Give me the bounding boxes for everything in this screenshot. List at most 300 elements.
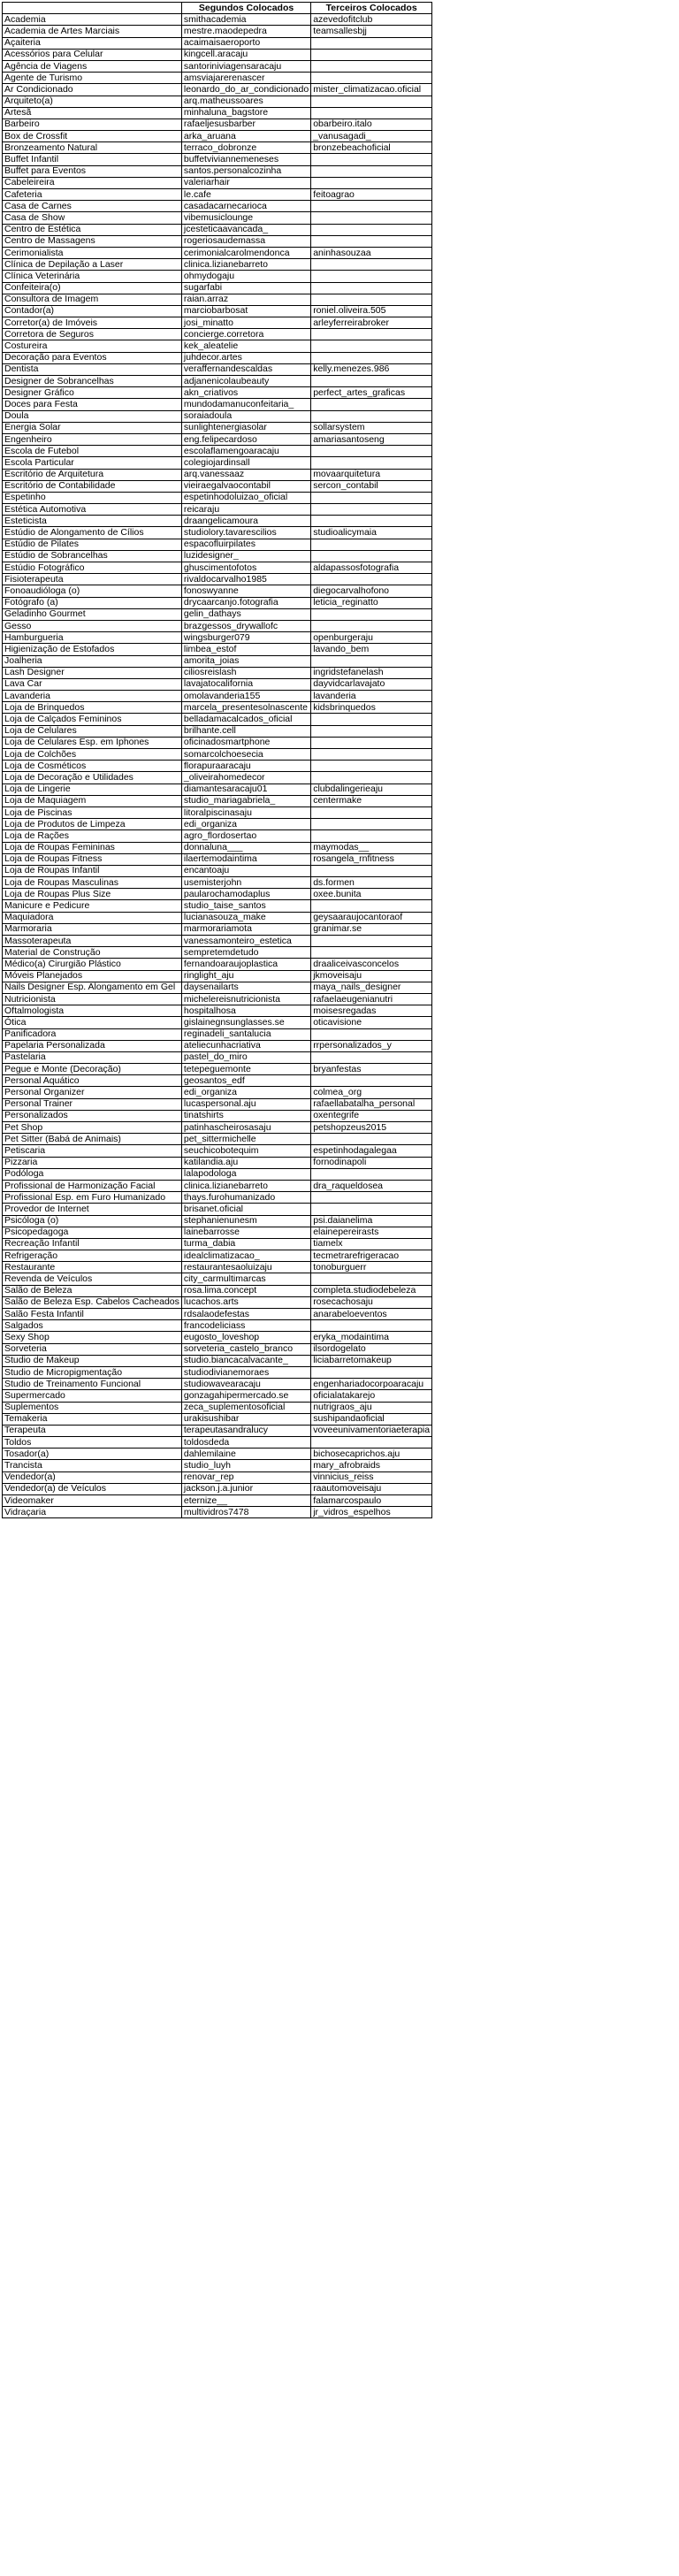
header-category: [3, 3, 182, 14]
second-place-cell: encantoaju: [181, 865, 310, 876]
category-cell: Bronzeamento Natural: [3, 142, 182, 154]
third-place-cell: [311, 1273, 432, 1285]
table-row: [3, 819, 432, 830]
third-place-cell: [311, 37, 432, 49]
category-cell: Decoração para Eventos: [3, 352, 182, 363]
table-row: [3, 317, 432, 329]
table-row: [3, 73, 432, 84]
third-place-cell: [311, 504, 432, 516]
table-row: [3, 399, 432, 410]
second-place-cell: sugarfabi: [181, 282, 310, 294]
category-cell: Doula: [3, 410, 182, 422]
second-place-cell: gislainegnsunglasses.se: [181, 1017, 310, 1028]
table-row: [3, 772, 432, 784]
third-place-cell: rafaelaeugenianutri: [311, 993, 432, 1005]
third-place-cell: [311, 655, 432, 667]
table-row: [3, 189, 432, 201]
table-row: [3, 504, 432, 516]
category-cell: Designer de Sobrancelhas: [3, 376, 182, 387]
table-row: [3, 562, 432, 574]
second-place-cell: studio_taise_santos: [181, 900, 310, 912]
category-cell: Casa de Show: [3, 212, 182, 224]
second-place-cell: kingcell.aracaju: [181, 49, 310, 60]
category-cell: Loja de Roupas Plus Size: [3, 889, 182, 900]
third-place-cell: raautomoveisaju: [311, 1483, 432, 1494]
second-place-cell: drycaarcanjo.fotografia: [181, 597, 310, 608]
table-row: [3, 259, 432, 271]
table-row: [3, 923, 432, 935]
table-row: [3, 667, 432, 678]
table-row: [3, 410, 432, 422]
table-row: [3, 691, 432, 702]
table-row: [3, 795, 432, 806]
table-row: [3, 352, 432, 363]
second-place-cell: acaimaisaeroporto: [181, 37, 310, 49]
third-place-cell: ingridstefanelash: [311, 667, 432, 678]
table-row: [3, 1320, 432, 1332]
third-place-cell: [311, 177, 432, 188]
second-place-cell: juhdecor.artes: [181, 352, 310, 363]
second-place-cell: stephanienunesm: [181, 1215, 310, 1227]
category-cell: Salão de Beleza Esp. Cabelos Cacheados: [3, 1296, 182, 1308]
third-place-cell: studioalicymaia: [311, 527, 432, 539]
category-cell: Loja de Piscinas: [3, 806, 182, 818]
category-cell: Designer Gráfico: [3, 387, 182, 399]
second-place-cell: sorveteria_castelo_branco: [181, 1343, 310, 1355]
third-place-cell: draaliceivasconcelos: [311, 959, 432, 970]
category-cell: Videomaker: [3, 1495, 182, 1507]
category-cell: Lavanderia: [3, 691, 182, 702]
table-row: [3, 212, 432, 224]
table-row: [3, 877, 432, 889]
table-row: [3, 224, 432, 235]
second-place-cell: santos.personalcozinha: [181, 165, 310, 177]
category-cell: Cabeleireira: [3, 177, 182, 188]
category-cell: Massoterapeuta: [3, 936, 182, 947]
category-cell: Dentista: [3, 363, 182, 375]
second-place-cell: usemisterjohn: [181, 877, 310, 889]
table-row: [3, 60, 432, 72]
second-place-cell: brazgessos_drywallofc: [181, 620, 310, 631]
third-place-cell: [311, 154, 432, 165]
third-place-cell: diegocarvalhofono: [311, 585, 432, 597]
third-place-cell: voveeunivamentoriaeterapia: [311, 1425, 432, 1436]
second-place-cell: studio.biancacalvacante_: [181, 1355, 310, 1366]
third-place-cell: [311, 1075, 432, 1087]
category-cell: Salão de Beleza: [3, 1285, 182, 1296]
table-row: [3, 1296, 432, 1308]
second-place-cell: thays.furohumanizado: [181, 1192, 310, 1204]
third-place-cell: [311, 165, 432, 177]
third-place-cell: [311, 806, 432, 818]
table-row: [3, 1204, 432, 1215]
category-cell: Loja de Colchões: [3, 749, 182, 761]
category-cell: Toldos: [3, 1437, 182, 1449]
third-place-cell: rafaellabatalha_personal: [311, 1098, 432, 1110]
table-row: [3, 702, 432, 714]
third-place-cell: rosangela_rnfitness: [311, 853, 432, 865]
category-cell: Podóloga: [3, 1168, 182, 1180]
second-place-cell: casadacarnecarioca: [181, 201, 310, 212]
third-place-cell: [311, 294, 432, 305]
third-place-cell: eryka_modaintima: [311, 1332, 432, 1343]
table-row: [3, 550, 432, 562]
category-cell: Loja de Decoração e Utilidades: [3, 772, 182, 784]
second-place-cell: pastel_do_miro: [181, 1051, 310, 1063]
table-row: [3, 26, 432, 37]
category-cell: Loja de Rações: [3, 830, 182, 842]
third-place-cell: [311, 340, 432, 352]
table-row: [3, 492, 432, 503]
header-third-place: Terceiros Colocados: [311, 3, 432, 14]
category-cell: Personal Aquático: [3, 1075, 182, 1087]
table-row: [3, 982, 432, 993]
second-place-cell: eternize__: [181, 1495, 310, 1507]
category-cell: Fisioterapeuta: [3, 574, 182, 585]
table-row: [3, 1134, 432, 1145]
table-row: [3, 457, 432, 469]
table-row: [3, 1437, 432, 1449]
third-place-cell: [311, 608, 432, 620]
third-place-cell: [311, 73, 432, 84]
category-cell: Psicopedagoga: [3, 1227, 182, 1238]
second-place-cell: patinhascheirosasaju: [181, 1122, 310, 1134]
second-place-cell: cerimonialcarolmendonca: [181, 247, 310, 258]
table-row: [3, 469, 432, 480]
category-cell: Vendedor(a) de Veículos: [3, 1483, 182, 1494]
table-row: [3, 853, 432, 865]
category-cell: Buffet para Eventos: [3, 165, 182, 177]
third-place-cell: [311, 737, 432, 748]
category-cell: Esteticista: [3, 516, 182, 527]
third-place-cell: _vanusagadi_: [311, 131, 432, 142]
third-place-cell: [311, 550, 432, 562]
third-place-cell: [311, 259, 432, 271]
table-row: [3, 1250, 432, 1262]
second-place-cell: florapuraaracaju: [181, 761, 310, 772]
table-row: [3, 154, 432, 165]
second-place-cell: hospitalhosa: [181, 1005, 310, 1017]
table-row: [3, 480, 432, 492]
third-place-cell: clubdalingerieaju: [311, 784, 432, 795]
third-place-cell: [311, 819, 432, 830]
third-place-cell: arleyferreirabroker: [311, 317, 432, 329]
category-cell: Estética Automotiva: [3, 504, 182, 516]
table-row: [3, 329, 432, 340]
category-cell: Tosador(a): [3, 1449, 182, 1460]
second-place-cell: vibemusiclounge: [181, 212, 310, 224]
table-row: [3, 1051, 432, 1063]
table-row: [3, 516, 432, 527]
category-cell: Sexy Shop: [3, 1332, 182, 1343]
category-cell: Loja de Roupas Fitness: [3, 853, 182, 865]
second-place-cell: clinica.lizianebarreto: [181, 1180, 310, 1191]
second-place-cell: litoralpiscinasaju: [181, 806, 310, 818]
category-cell: Pizzaria: [3, 1157, 182, 1168]
table-row: [3, 1168, 432, 1180]
third-place-cell: aninhasouzaa: [311, 247, 432, 258]
table-row: [3, 889, 432, 900]
third-place-cell: lavanderia: [311, 691, 432, 702]
second-place-cell: gelin_dathays: [181, 608, 310, 620]
second-place-cell: toldosdeda: [181, 1437, 310, 1449]
third-place-cell: lavando_bem: [311, 644, 432, 655]
second-place-cell: seuchicobotequim: [181, 1145, 310, 1157]
second-place-cell: luzidesigner_: [181, 550, 310, 562]
category-cell: Supermercado: [3, 1390, 182, 1402]
second-place-cell: jcesteticaavancada_: [181, 224, 310, 235]
category-cell: Loja de Cosméticos: [3, 761, 182, 772]
second-place-cell: marciobarbosat: [181, 305, 310, 317]
third-place-cell: sollarsystem: [311, 422, 432, 433]
third-place-cell: [311, 725, 432, 737]
second-place-cell: marmorariamota: [181, 923, 310, 935]
third-place-cell: [311, 830, 432, 842]
second-place-cell: multividros7478: [181, 1507, 310, 1518]
second-place-cell: lalapodologa: [181, 1168, 310, 1180]
category-cell: Marmoraria: [3, 923, 182, 935]
third-place-cell: [311, 107, 432, 118]
third-place-cell: [311, 714, 432, 725]
third-place-cell: anarabeloeventos: [311, 1309, 432, 1320]
table-row: [3, 842, 432, 853]
table-row: [3, 96, 432, 107]
table-row: [3, 1471, 432, 1483]
category-cell: Loja de Celulares Esp. em Iphones: [3, 737, 182, 748]
table-row: [3, 574, 432, 585]
category-cell: Profissional Esp. em Furo Humanizado: [3, 1192, 182, 1204]
second-place-cell: ringlight_aju: [181, 970, 310, 982]
category-cell: Vidraçaria: [3, 1507, 182, 1518]
third-place-cell: kelly.menezes.986: [311, 363, 432, 375]
second-place-cell: terraco_dobronze: [181, 142, 310, 154]
third-place-cell: [311, 865, 432, 876]
category-cell: Agência de Viagens: [3, 60, 182, 72]
second-place-cell: studiodivianemoraes: [181, 1366, 310, 1378]
second-place-cell: draangelicamoura: [181, 516, 310, 527]
third-place-cell: [311, 516, 432, 527]
third-place-cell: [311, 492, 432, 503]
table-row: [3, 1145, 432, 1157]
second-place-cell: smithacademia: [181, 14, 310, 26]
third-place-cell: completa.studiodebeleza: [311, 1285, 432, 1296]
third-place-cell: falamarcospaulo: [311, 1495, 432, 1507]
category-cell: Gesso: [3, 620, 182, 631]
second-place-cell: arq.vanessaaz: [181, 469, 310, 480]
category-cell: Refrigeração: [3, 1250, 182, 1262]
table-row: [3, 1215, 432, 1227]
third-place-cell: amariasantoseng: [311, 433, 432, 445]
second-place-cell: somarcolchoesecia: [181, 749, 310, 761]
third-place-cell: rosecachosaju: [311, 1296, 432, 1308]
third-place-cell: [311, 201, 432, 212]
third-place-cell: [311, 235, 432, 247]
category-cell: Loja de Brinquedos: [3, 702, 182, 714]
third-place-cell: feitoagrao: [311, 189, 432, 201]
third-place-cell: liciabarretomakeup: [311, 1355, 432, 1366]
table-row: [3, 49, 432, 60]
category-cell: Provedor de Internet: [3, 1204, 182, 1215]
third-place-cell: [311, 1051, 432, 1063]
category-cell: Médico(a) Cirurgião Plástico: [3, 959, 182, 970]
category-cell: Lava Car: [3, 678, 182, 690]
second-place-cell: josi_minatto: [181, 317, 310, 329]
third-place-cell: leticia_reginatto: [311, 597, 432, 608]
table-row: [3, 363, 432, 375]
second-place-cell: rivaldocarvalho1985: [181, 574, 310, 585]
third-place-cell: tonoburguerr: [311, 1262, 432, 1273]
second-place-cell: ateliecunhacriativa: [181, 1040, 310, 1051]
second-place-cell: rosa.lima.concept: [181, 1285, 310, 1296]
category-cell: Clínica Veterinária: [3, 271, 182, 282]
table-row: [3, 1495, 432, 1507]
table-row: [3, 1366, 432, 1378]
second-place-cell: lainebarrosse: [181, 1227, 310, 1238]
third-place-cell: oticavisione: [311, 1017, 432, 1028]
second-place-cell: sunlightenergiasolar: [181, 422, 310, 433]
third-place-cell: [311, 772, 432, 784]
category-cell: Escritório de Contabilidade: [3, 480, 182, 492]
table-row: [3, 1098, 432, 1110]
category-cell: Loja de Celulares: [3, 725, 182, 737]
table-row: [3, 1425, 432, 1436]
table-row: [3, 1262, 432, 1273]
second-place-cell: arq.matheussoares: [181, 96, 310, 107]
category-cell: Oftalmologista: [3, 1005, 182, 1017]
third-place-cell: engenhariadocorpoaracaju: [311, 1379, 432, 1390]
table-row: [3, 1028, 432, 1040]
table-row: [3, 131, 432, 142]
category-cell: Acessórios para Celular: [3, 49, 182, 60]
second-place-cell: escolaflamengoaracaju: [181, 446, 310, 457]
category-cell: Pet Shop: [3, 1122, 182, 1134]
second-place-cell: akn_criativos: [181, 387, 310, 399]
second-place-cell: vanessamonteiro_estetica: [181, 936, 310, 947]
table-row: [3, 830, 432, 842]
category-cell: Cafeteria: [3, 189, 182, 201]
third-place-cell: jkmoveisaju: [311, 970, 432, 982]
category-cell: Joalheria: [3, 655, 182, 667]
third-place-cell: [311, 1134, 432, 1145]
category-cell: Personal Trainer: [3, 1098, 182, 1110]
category-cell: Ótica: [3, 1017, 182, 1028]
table-row: [3, 900, 432, 912]
third-place-cell: mary_afrobraids: [311, 1460, 432, 1471]
category-cell: Pet Sitter (Babá de Animais): [3, 1134, 182, 1145]
second-place-cell: ohmydogaju: [181, 271, 310, 282]
category-cell: Clínica de Depilação a Laser: [3, 259, 182, 271]
third-place-cell: jr_vidros_espelhos: [311, 1507, 432, 1518]
table-row: [3, 1122, 432, 1134]
second-place-cell: _oliveirahomedecor: [181, 772, 310, 784]
table-row: [3, 761, 432, 772]
second-place-cell: eugosto_loveshop: [181, 1332, 310, 1343]
third-place-cell: bronzebeachoficial: [311, 142, 432, 154]
table-row: [3, 1460, 432, 1471]
third-place-cell: [311, 1028, 432, 1040]
table-row: [3, 608, 432, 620]
third-place-cell: [311, 761, 432, 772]
second-place-cell: gonzagahipermercado.se: [181, 1390, 310, 1402]
table-row: [3, 585, 432, 597]
table-row: [3, 387, 432, 399]
second-place-cell: pet_sittermichelle: [181, 1134, 310, 1145]
second-place-cell: oficinadosmartphone: [181, 737, 310, 748]
category-cell: Estúdio de Pilates: [3, 539, 182, 550]
table-row: [3, 865, 432, 876]
category-cell: Trancista: [3, 1460, 182, 1471]
category-cell: Estúdio Fotográfico: [3, 562, 182, 574]
table-row: [3, 1064, 432, 1075]
third-place-cell: rrpersonalizados_y: [311, 1040, 432, 1051]
second-place-cell: ghuscimentofotos: [181, 562, 310, 574]
third-place-cell: azevedofitclub: [311, 14, 432, 26]
second-place-cell: buffetviviannemeneses: [181, 154, 310, 165]
third-place-cell: [311, 936, 432, 947]
category-cell: Agente de Turismo: [3, 73, 182, 84]
second-place-cell: turma_dabia: [181, 1238, 310, 1250]
third-place-cell: [311, 1366, 432, 1378]
table-row: [3, 749, 432, 761]
category-cell: Loja de Roupas Masculinas: [3, 877, 182, 889]
category-cell: Doces para Festa: [3, 399, 182, 410]
second-place-cell: wingsburger079: [181, 632, 310, 644]
third-place-cell: moisesregadas: [311, 1005, 432, 1017]
second-place-cell: eng.felipecardoso: [181, 433, 310, 445]
table-row: [3, 422, 432, 433]
table-row: [3, 165, 432, 177]
category-cell: Loja de Roupas Femininas: [3, 842, 182, 853]
table-row: [3, 806, 432, 818]
table-row: [3, 282, 432, 294]
category-cell: Salão Festa Infantil: [3, 1309, 182, 1320]
table-row: [3, 539, 432, 550]
second-place-cell: terapeutasandralucy: [181, 1425, 310, 1436]
second-place-cell: limbea_estof: [181, 644, 310, 655]
category-cell: Loja de Maquiagem: [3, 795, 182, 806]
third-place-cell: roniel.oliveira.505: [311, 305, 432, 317]
category-cell: Restaurante: [3, 1262, 182, 1273]
second-place-cell: concierge.corretora: [181, 329, 310, 340]
category-cell: Ar Condicionado: [3, 84, 182, 96]
category-cell: Panificadora: [3, 1028, 182, 1040]
category-cell: Academia de Artes Marciais: [3, 26, 182, 37]
category-cell: Costureira: [3, 340, 182, 352]
table-row: [3, 1110, 432, 1121]
table-row: [3, 1379, 432, 1390]
table-body: [3, 14, 432, 1518]
table-row: [3, 201, 432, 212]
category-cell: Petiscaria: [3, 1145, 182, 1157]
category-cell: Consultora de Imagem: [3, 294, 182, 305]
table-row: [3, 1343, 432, 1355]
third-place-cell: [311, 446, 432, 457]
second-place-cell: rogeriosaudemassa: [181, 235, 310, 247]
table-row: [3, 936, 432, 947]
table-row: [3, 1238, 432, 1250]
third-place-cell: elainepereirasts: [311, 1227, 432, 1238]
category-cell: Fotógrafo (a): [3, 597, 182, 608]
category-cell: Loja de Lingerie: [3, 784, 182, 795]
third-place-cell: maymodas__: [311, 842, 432, 853]
category-cell: Fonoaudióloga (o): [3, 585, 182, 597]
category-cell: Temakeria: [3, 1413, 182, 1425]
category-cell: Box de Crossfit: [3, 131, 182, 142]
second-place-cell: city_carmultimarcas: [181, 1273, 310, 1285]
second-place-cell: kek_aleatelie: [181, 340, 310, 352]
category-cell: Estúdio de Sobrancelhas: [3, 550, 182, 562]
second-place-cell: amorita_joias: [181, 655, 310, 667]
